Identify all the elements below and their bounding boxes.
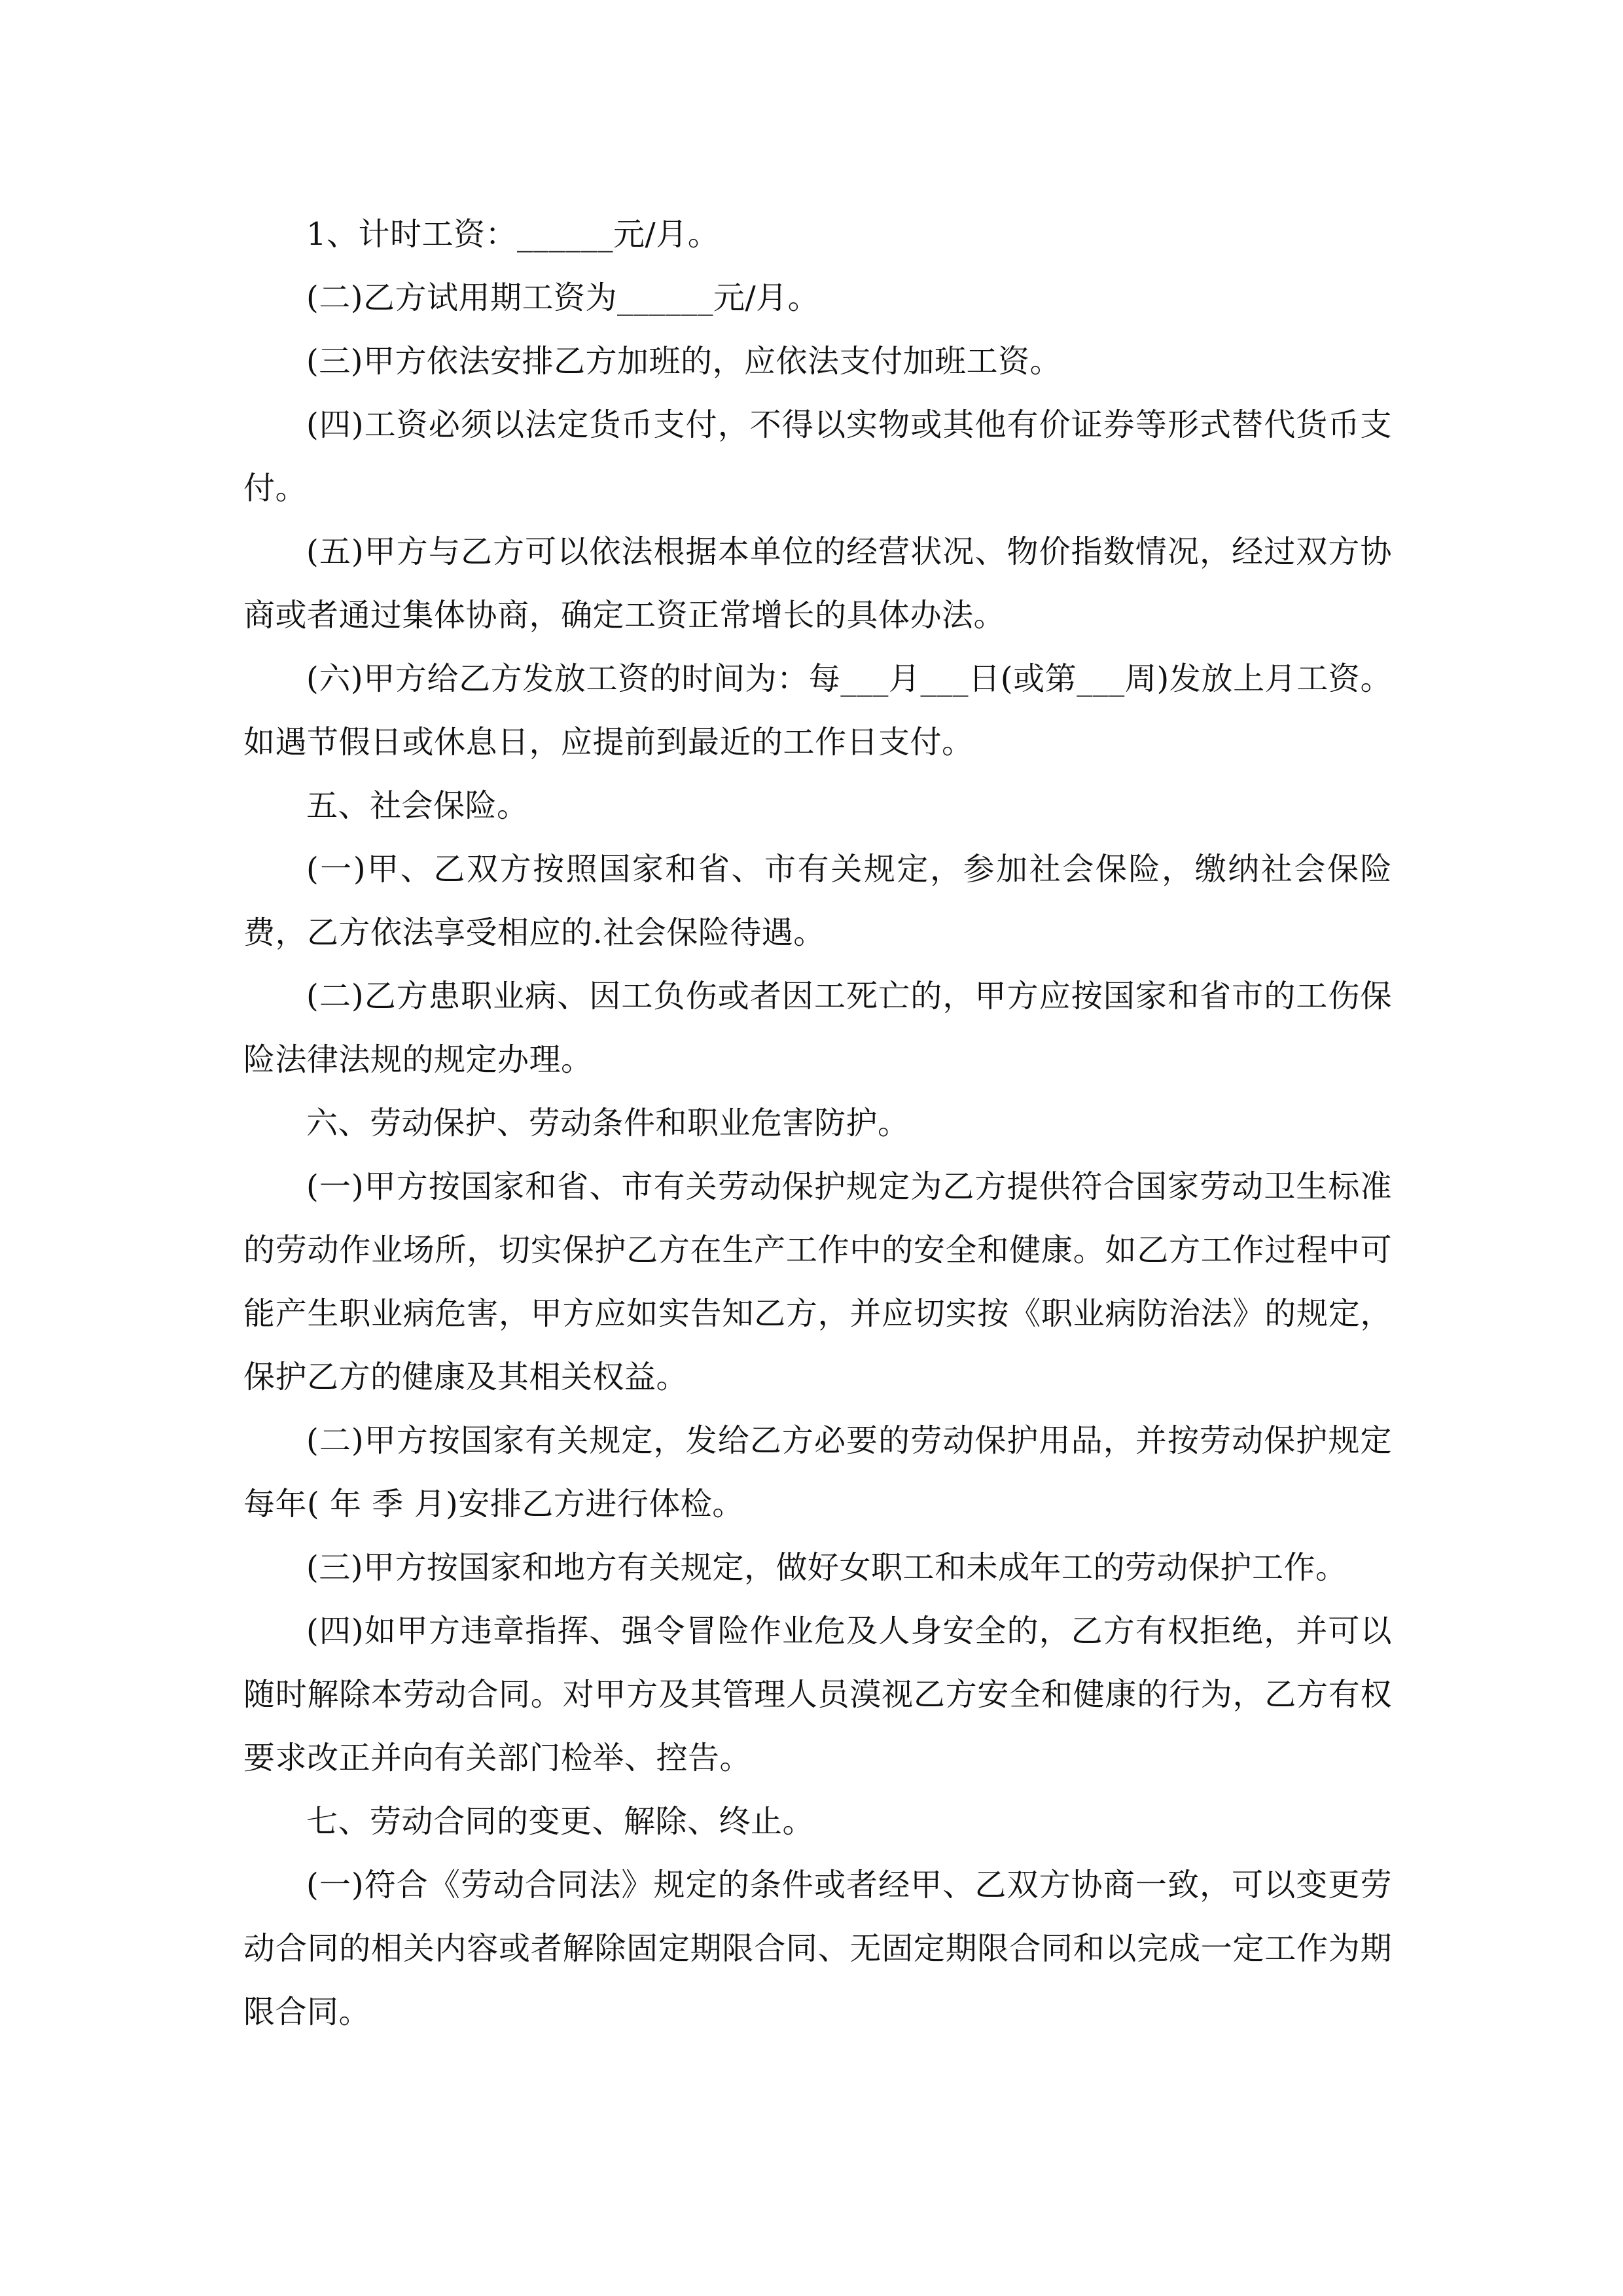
- section-heading-social-insurance: 五、社会保险。: [306, 787, 529, 824]
- paragraph-probation-wage: (二)乙方试用期工资为______元/月。: [306, 279, 820, 316]
- paragraph-insurance-participation: (一)甲、乙双方按照国家和省、市有关规定，参加社会保险，缴纳社会保险费，乙方依法享受相应的.社会保险待遇。: [243, 851, 1392, 951]
- paragraph-protective-equipment: (二)甲方按国家有关规定，发给乙方必要的劳动保护用品，并按劳动保护规定每年( 年 季 月)安排乙方进行体检。: [243, 1422, 1392, 1522]
- paragraph-legal-currency: (四)工资必须以法定货币支付，不得以实物或其他有价证券等形式替代货币支付。: [243, 406, 1392, 507]
- paragraph-payday: (六)甲方给乙方发放工资的时间为：每___月___日(或第___周)发放上月工资。如遇节假日或休息日，应提前到最近的工作日支付。: [243, 660, 1392, 761]
- document-body: [243, 203, 1392, 2044]
- paragraph-workplace-safety: (一)甲方按国家和省、市有关劳动保护规定为乙方提供符合国家劳动卫生标准的劳动作业场所，切实保护乙方在生产工作中的安全和健康。如乙方工作过程中可能产生职业病危害，甲方应如实告知乙方，并应切实按《职业病防治法》的规定，保护乙方的健康及其相关权益。: [243, 1168, 1392, 1395]
- paragraph-right-to-refuse: (四)如甲方违章指挥、强令冒险作业危及人身安全的，乙方有权拒绝，并可以随时解除本劳动合同。对甲方及其管理人员漠视乙方安全和健康的行为，乙方有权要求改正并向有关部门检举、控告。: [243, 1613, 1392, 1776]
- paragraph-overtime-pay: (三)甲方依法安排乙方加班的，应依法支付加班工资。: [306, 343, 1061, 380]
- paragraph-work-injury: (二)乙方患职业病、因工负伤或者因工死亡的，甲方应按国家和省市的工伤保险法律法规的规定办理。: [243, 978, 1392, 1078]
- paragraph-contract-modification: (一)符合《劳动合同法》规定的条件或者经甲、乙双方协商一致，可以变更劳动合同的相关内容或者解除固定期限合同、无固定期限合同和以完成一定工作为期限合同。: [243, 1867, 1392, 2030]
- section-heading-labor-protection: 六、劳动保护、劳动条件和职业危害防护。: [306, 1105, 910, 1141]
- paragraph-female-minor-workers: (三)甲方按国家和地方有关规定，做好女职工和未成年工的劳动保护工作。: [306, 1549, 1347, 1586]
- paragraph-hourly-wage: 1、计时工资：______元/月。: [306, 216, 720, 253]
- section-heading-contract-change: 七、劳动合同的变更、解除、终止。: [306, 1803, 815, 1840]
- paragraph-wage-growth: (五)甲方与乙方可以依法根据本单位的经营状况、物价指数情况，经过双方协商或者通过集体协商，确定工资正常增长的具体办法。: [243, 533, 1392, 634]
